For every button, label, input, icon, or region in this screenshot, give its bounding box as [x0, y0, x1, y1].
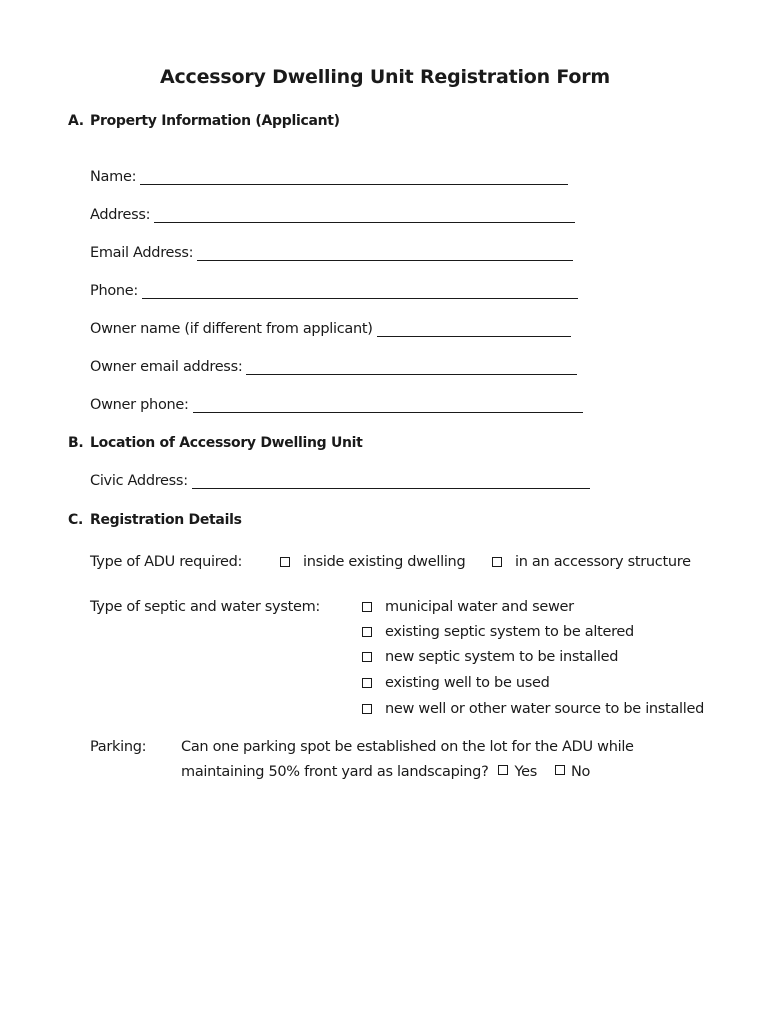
section-b-heading [68, 435, 363, 451]
email-field [90, 245, 573, 261]
civic-address-field [90, 473, 590, 489]
septic-option-new-well[interactable] [362, 701, 704, 717]
checkbox-icon[interactable] [362, 652, 372, 662]
email-label: Email Address: [90, 245, 194, 261]
septic-option-municipal[interactable] [362, 599, 574, 615]
form-title: Accessory Dwelling Unit Registration Form [159, 66, 611, 88]
owner-name-field [90, 321, 571, 337]
parking-no-label: No [571, 764, 591, 780]
section-c-heading [68, 512, 242, 528]
owner-email-label: Owner email address: [90, 359, 243, 375]
parking-label: Parking: [90, 739, 147, 755]
septic-option-municipal-label: municipal water and sewer [385, 599, 574, 615]
checkbox-icon[interactable] [492, 557, 502, 567]
name-field [90, 169, 568, 185]
septic-water-label: Type of septic and water system: [90, 599, 320, 615]
septic-option-new-well-label: new well or other water source to be installed [385, 701, 705, 717]
section-a-title: Property Information (Applicant) [90, 113, 340, 129]
civic-address-input[interactable] [192, 474, 590, 489]
checkbox-icon[interactable] [362, 602, 372, 612]
septic-option-existing-well[interactable] [362, 675, 550, 691]
owner-email-field [90, 359, 577, 375]
owner-email-input[interactable] [246, 360, 577, 375]
phone-field [90, 283, 578, 299]
owner-phone-input[interactable] [193, 398, 583, 413]
name-input[interactable] [140, 170, 568, 185]
section-b-letter: B. [68, 435, 84, 451]
adu-type-option-inside[interactable] [280, 554, 465, 570]
adu-type-option-accessory-label: in an accessory structure [515, 554, 691, 570]
email-input[interactable] [197, 246, 573, 261]
address-field [90, 207, 575, 223]
parking-yes-checkbox-icon[interactable] [498, 765, 508, 775]
owner-phone-field [90, 397, 583, 413]
parking-question-line1: Can one parking spot be established on the lot for the ADU while [181, 739, 634, 755]
adu-type-option-accessory[interactable] [492, 554, 691, 570]
phone-input[interactable] [142, 284, 578, 299]
checkbox-icon[interactable] [362, 627, 372, 637]
address-label: Address: [90, 207, 151, 223]
checkbox-icon[interactable] [362, 704, 372, 714]
checkbox-icon[interactable] [362, 678, 372, 688]
parking-no-checkbox-icon[interactable] [555, 765, 565, 775]
phone-label: Phone: [90, 283, 139, 299]
owner-name-label: Owner name (if different from applicant) [90, 321, 373, 337]
septic-option-existing-well-label: existing well to be used [385, 675, 550, 691]
septic-option-new-septic-label: new septic system to be installed [385, 649, 619, 665]
civic-address-label: Civic Address: [90, 473, 188, 489]
section-c-title: Registration Details [90, 512, 242, 528]
parking-question-line2-row [181, 764, 590, 780]
section-a-heading [68, 113, 340, 129]
section-c-letter: C. [68, 512, 83, 528]
parking-yes-label: Yes [514, 764, 537, 780]
septic-option-altered[interactable] [362, 624, 634, 640]
owner-phone-label: Owner phone: [90, 397, 189, 413]
address-input[interactable] [154, 208, 575, 223]
adu-type-label: Type of ADU required: [90, 554, 243, 570]
septic-option-new-septic[interactable] [362, 649, 618, 665]
checkbox-icon[interactable] [280, 557, 290, 567]
septic-option-altered-label: existing septic system to be altered [385, 624, 634, 640]
owner-name-input[interactable] [377, 322, 571, 337]
section-a-letter: A. [68, 113, 84, 129]
adu-type-option-inside-label: inside existing dwelling [303, 554, 466, 570]
parking-question-line2: maintaining 50% front yard as landscaping? [181, 764, 489, 780]
name-label: Name: [90, 169, 137, 185]
section-b-title: Location of Accessory Dwelling Unit [90, 435, 363, 451]
